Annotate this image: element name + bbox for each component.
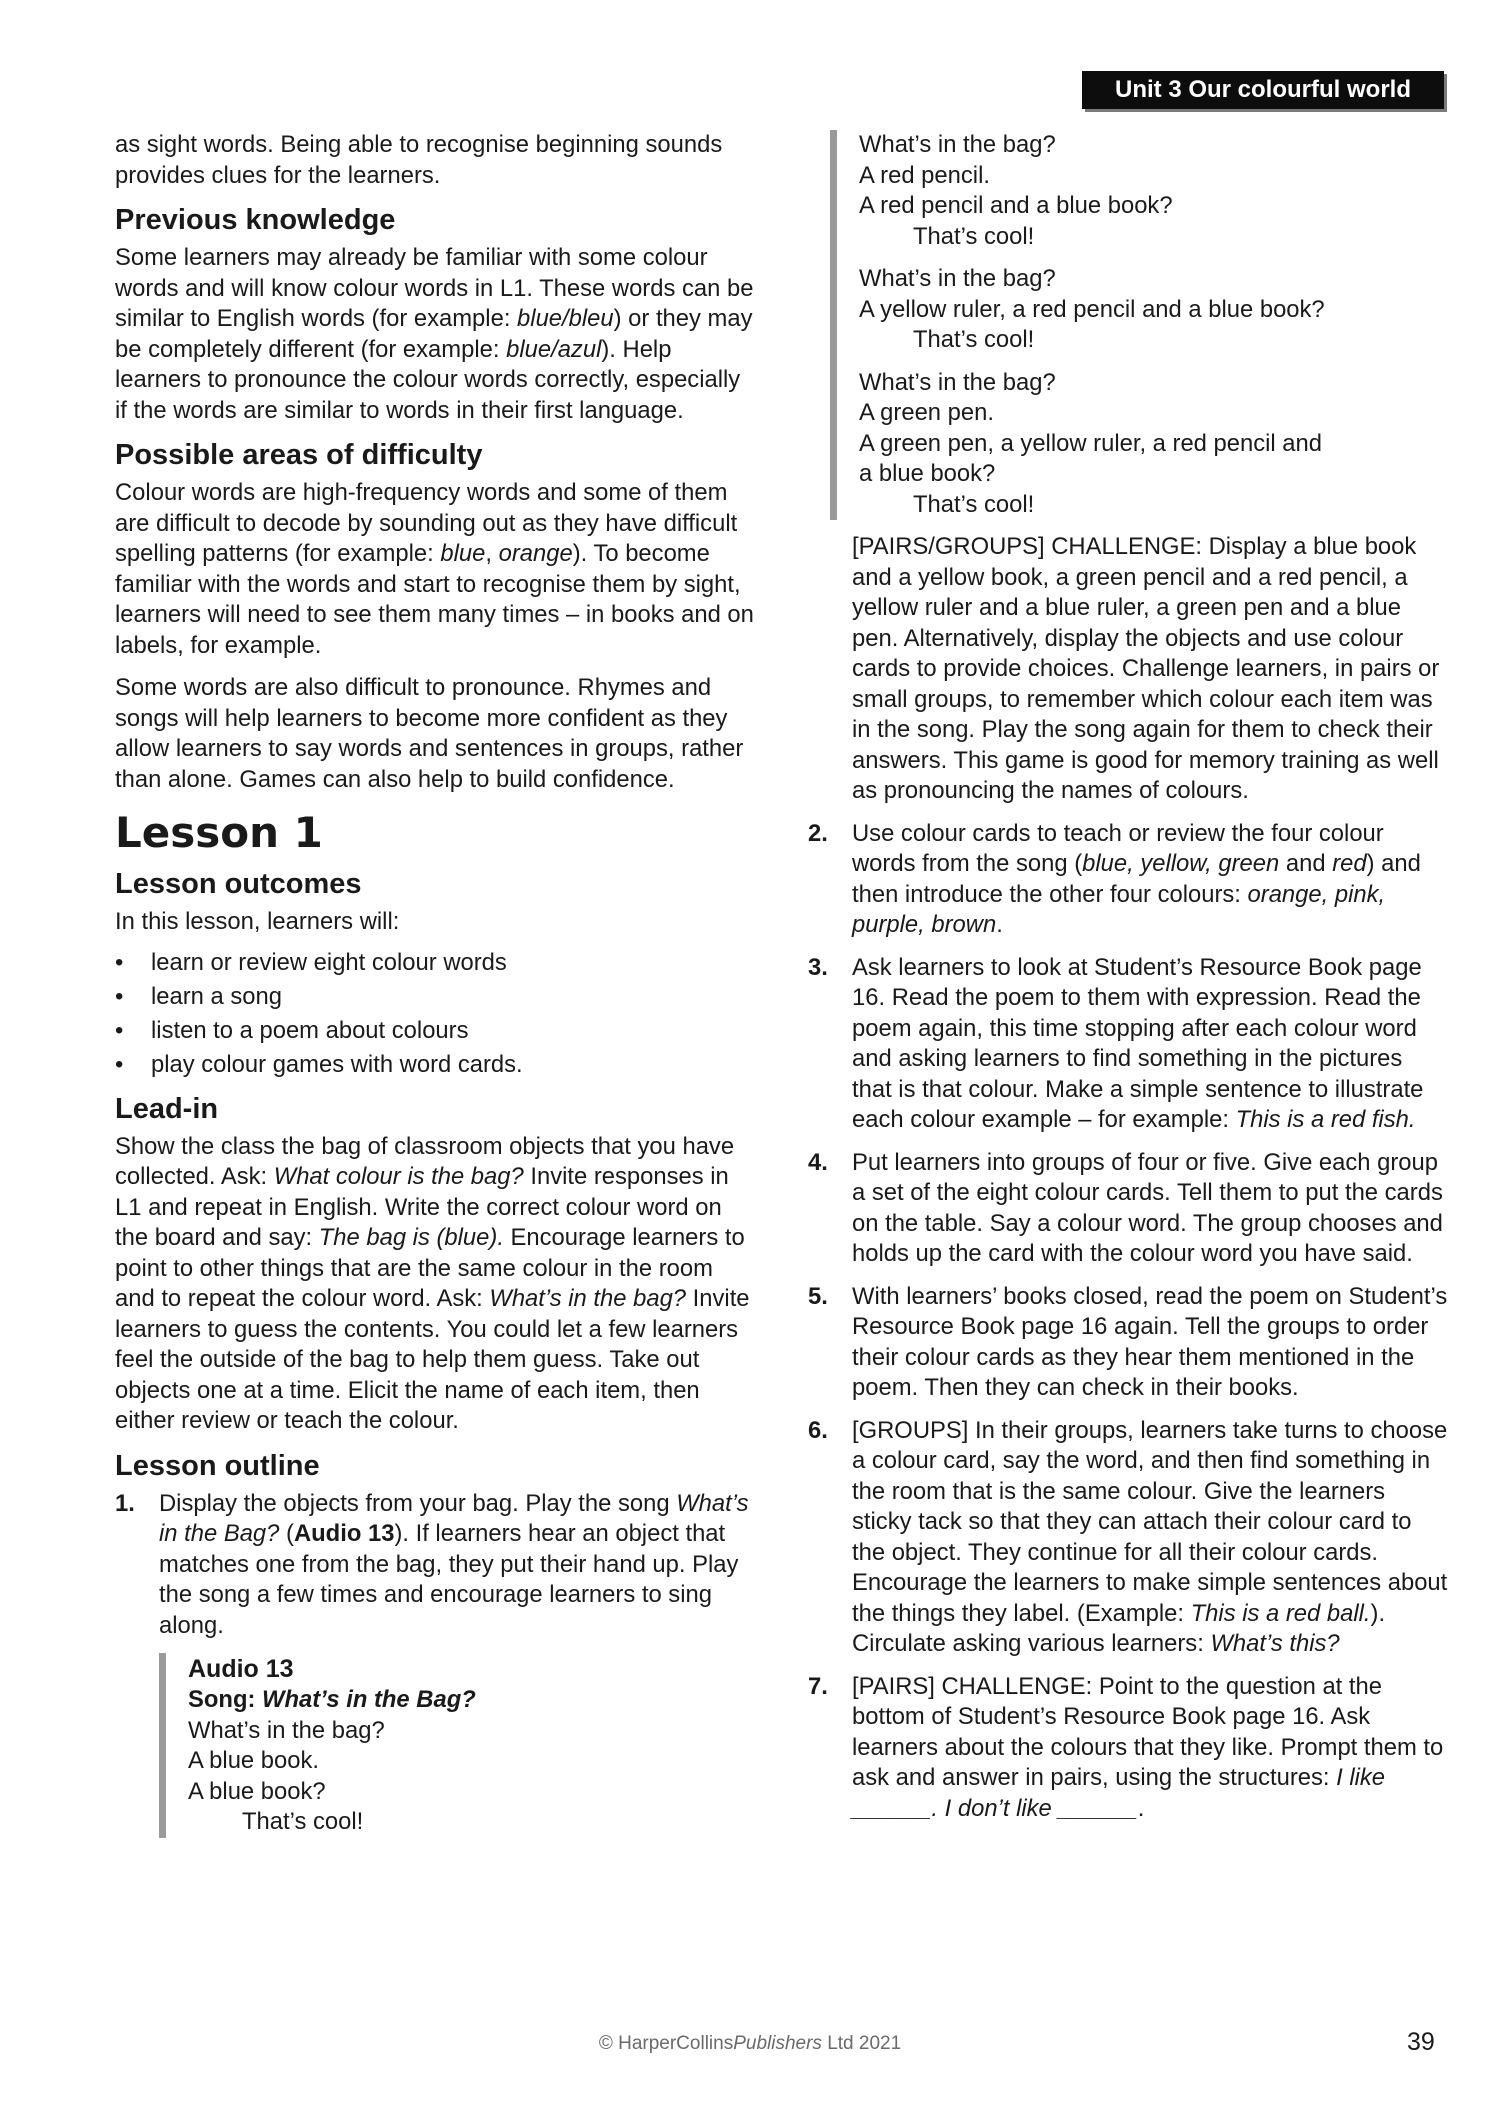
right-column <box>808 130 1448 1836</box>
unit-banner <box>1082 71 1444 109</box>
intro-text: as sight words. Being able to recognise beginning sounds provides clues for the learners. <box>115 131 723 189</box>
step-2: 2. Use colour cards to teach or review the four colour words from the song (blue, yellow, green and red) and then introduce the other four colours: orange, pink, purple, brown. <box>808 819 1421 938</box>
page-number: 39 <box>1407 2028 1435 2056</box>
outline-heading: Lesson outline <box>115 1449 320 1482</box>
list-item: • learn or review eight colour words <box>115 946 755 980</box>
outline-steps <box>115 1489 755 1838</box>
step-number: 5. <box>808 1282 828 1310</box>
song-line: That’s cool! <box>913 222 1035 250</box>
step-7: 7. [PAIRS] CHALLENGE: Point to the question at the bottom of Student’s Resource Book page 16. Ask learners about the colours that they like. Prompt them to ask and answer in pairs, using the structures: I like ______. I don’t like ______. <box>808 1672 1444 1822</box>
song-line: What’s in the bag? <box>859 368 1056 396</box>
step-1: 1. Display the objects from your bag. Play the song What’s in the Bag? (Audio 13). If learners hear an object that matches one from the bag, they put their hand up. Play the song a few times and encourage learners to sing along. Audio 13 Song: What’s in the Bag? What’s in the bag? A blue book. A blue book? That’s cool! <box>115 1489 755 1838</box>
song-line: A blue book? <box>188 1777 326 1805</box>
step-number: 4. <box>808 1148 828 1176</box>
song-stanza <box>859 130 1448 252</box>
song-line: A green pen. <box>859 399 994 426</box>
step-number: 7. <box>808 1672 828 1700</box>
step-4: 4. Put learners into groups of four or five. Give each group a set of the eight colour cards. Tell them to put the cards on the table. Say a colour word. The group chooses and holds up the card with the colour word you have said. <box>808 1148 1443 1267</box>
song-line: A red pencil and a blue book? <box>859 192 1173 219</box>
difficulty-heading: Possible areas of difficulty <box>115 439 483 471</box>
difficulty-text-1: Colour words are high-frequency words and some of them are difficult to decode by sounding out as they have difficult spelling patterns (for example: blue, orange). To become familiar with the words and start to recognise them by sight, learners will need to see them many times – in books and on labels, for example. <box>115 479 754 659</box>
step-number: 6. <box>808 1416 828 1444</box>
step-number: 2. <box>808 819 828 847</box>
song-line: That’s cool! <box>913 326 1035 353</box>
step-number: 1. <box>115 1489 135 1517</box>
song-stanza <box>859 368 1448 521</box>
song-line: That’s cool! <box>242 1808 364 1835</box>
step-5: 5. With learners’ books closed, read the poem on Student’s Resource Book page 16 again. Tell the groups to order their colour cards as they hear them mentioned in the poem. Then they can check in their books. <box>808 1282 1448 1401</box>
song-line: A red pencil. <box>859 161 990 189</box>
song-continuation-box <box>830 130 1448 520</box>
song-line: a blue book? <box>859 460 996 487</box>
step-3: 3. Ask learners to look at Student’s Resource Book page 16. Read the poem to them with expression. Read the poem again, this time stopping after each colour word and asking learners to find something in the pictures that is that colour. Make a simple sentence to illustrate each colour example – for example: This is a red fish. <box>808 953 1424 1133</box>
song-line: A green pen, a yellow ruler, a red pencil and <box>859 429 1323 457</box>
leadin-text: Show the class the bag of classroom objects that you have collected. Ask: What colour is the bag? Invite responses in L1 and repeat in English. Write the correct colour word on the board and say: The bag is (blue). Encourage learners to point to other things that are the same colour in the room and to repeat the colour word. Ask: What’s in the bag? Invite learners to guess the contents. You could let a few learners feel the outside of the bag to help them guess. Take out objects one at a time. Elicit the name of each item, then either review or teach the colour. <box>115 1132 750 1434</box>
song-line: What’s in the bag? <box>859 265 1056 292</box>
song-box <box>159 1653 755 1838</box>
audio-title: Audio 13 <box>188 1655 294 1683</box>
step-number: 3. <box>808 953 828 981</box>
previous-knowledge-heading: Previous knowledge <box>115 204 396 236</box>
song-line: That’s cool! <box>913 490 1035 518</box>
challenge-text: [PAIRS/GROUPS] CHALLENGE: Display a blue book and a yellow book, a green pencil and a red pencil, a yellow ruler and a blue ruler, a green pen and a blue pen. Alternatively, display the objects and use colour cards to provide choices. Challenge learners, in pairs or small groups, to remember which colour each item was in the song. Play the song again for them to check their answers. This game is good for memory training as well as pronouncing the names of colours. <box>852 533 1440 804</box>
outline-steps-continued <box>808 819 1448 1825</box>
outcomes-list <box>115 946 755 1082</box>
list-item: • listen to a poem about colours <box>115 1014 755 1048</box>
song-title: Song: What’s in the Bag? <box>188 1686 476 1713</box>
song-stanza <box>859 264 1448 356</box>
outcomes-intro: In this lesson, learners will: <box>115 908 400 935</box>
difficulty-text-2: Some words are also difficult to pronounce. Rhymes and songs will help learners to become more confident as they allow learners to say words and sentences in groups, rather than alone. Games can also help to build confidence. <box>115 674 744 793</box>
outcomes-heading: Lesson outcomes <box>115 868 362 900</box>
left-column <box>115 130 755 1850</box>
previous-knowledge-text: Some learners may already be familiar with some colour words and will know colour words in L1. These words can be similar to English words (for example: blue/bleu) or they may be completely different (for example: blue/azul). Help learners to pronounce the colour words correctly, especially if the words are similar to words in their first language. <box>115 244 754 424</box>
song-line: A yellow ruler, a red pencil and a blue book? <box>859 295 1325 323</box>
list-item: • learn a song <box>115 980 755 1014</box>
step-6: 6. [GROUPS] In their groups, learners take turns to choose a colour card, say the word, and then find something in the room that is the same colour. Give the learners sticky tack so that they can attach their colour card to the object. They continue for all their colour cards. Encourage the learners to make simple sentences about the things they label. (Example: This is a red ball.). Circulate asking various learners: What’s this? <box>808 1416 1448 1657</box>
leadin-heading: Lead-in <box>115 1092 219 1125</box>
copyright-notice: © HarperCollinsPublishers Ltd 2021 <box>598 2033 902 2054</box>
song-line: What’s in the bag? <box>859 131 1056 158</box>
lesson-title: Lesson 1 <box>115 808 323 857</box>
list-item: • play colour games with word cards. <box>115 1048 755 1082</box>
unit-title: Unit 3 Our colourful world <box>1115 76 1411 103</box>
song-line: What’s in the bag? <box>188 1716 385 1744</box>
song-line: A blue book. <box>188 1747 319 1774</box>
